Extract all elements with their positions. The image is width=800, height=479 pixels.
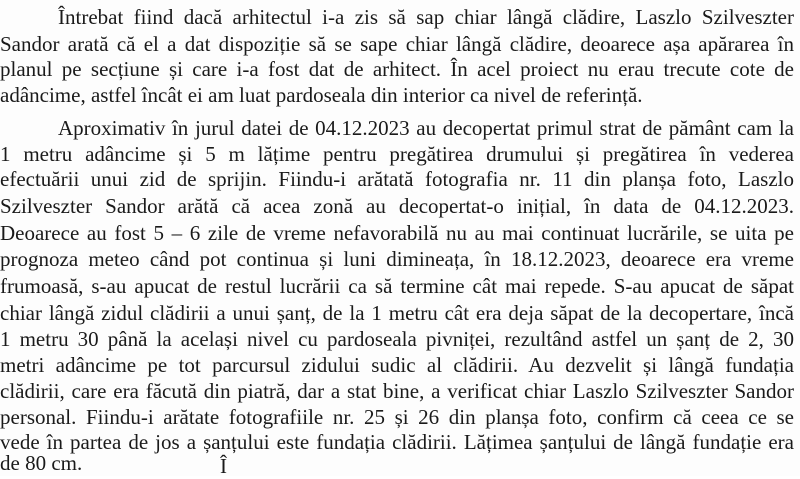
paragraph-2-line-5: Deoarece au fost 5 – 6 zile de vreme nefavorabilă nu au mai continuat lucrările, se uita pe <box>0 221 794 245</box>
paragraph-2-line-2: 1 metru adâncime și 5 m lățime pentru pregătirea drumului și pregătirea în vederea <box>0 142 794 166</box>
paragraph-1-line-2: Sandor arată că el a dat dispoziție să se sape chiar lângă clădire, deoarece așa apărarea în <box>0 32 794 56</box>
paragraph-2-line-13: vede în partea de jos a șanțului este fundația clădirii. Lățimea șanțului de lângă fundație era <box>0 430 794 454</box>
paragraph-2-line-3: efectuării unui zid de sprijin. Fiindu-i arătată fotografia nr. 11 din planșa foto, Laszlo <box>0 167 794 191</box>
paragraph-2-line-4: Szilveszter Sandor arătă că acea zonă au decopertat-o inițial, în data de 04.12.2023. <box>0 194 794 218</box>
paragraph-2-line-11: clădirii, care era făcută din piatră, dar a stat bine, a verificat chiar Laszlo Szilveszter Sandor <box>0 379 794 403</box>
paragraph-2-line-1: Aproximativ în jurul datei de 04.12.2023 au decopertat primul strat de pământ cam la <box>58 116 794 140</box>
paragraph-2-line-10: metri adâncime pe tot parcursul zidului sudic al clădirii. Au dezvelit și lângă fundația <box>0 353 794 377</box>
paragraph-2-line-7: frumoasă, s-au apucat de restul lucrării ca să termine cât mai repede. S-au apucat de săpat <box>0 274 794 298</box>
paragraph-2-line-14: de 80 cm. <box>0 451 83 475</box>
cropped-next-line-text: Î <box>220 454 227 478</box>
paragraph-2-line-8: chiar lângă zidul clădirii a unui șanț, de la 1 metru cât era deja săpat de la decopertare, încă <box>0 301 794 325</box>
paragraph-2-line-6: prognoza meteo când pot continua și luni dimineața, în 18.12.2023, deoarece era vreme <box>0 247 794 271</box>
paragraph-2-line-12: personal. Fiindu-i arătate fotografiile nr. 25 și 26 din planșa foto, confirm că ceea ce se <box>0 405 794 429</box>
cropped-next-line <box>220 454 246 478</box>
paragraph-1-line-1: Întrebat fiind dacă arhitectul i-a zis să sap chiar lângă clădire, Laszlo Szilveszter <box>58 5 794 29</box>
paragraph-1-line-4: adâncime, astfel încât ei am luat pardoseala din interior ca nivel de referință. <box>0 83 643 107</box>
paragraph-2-line-9: 1 metru 30 până la același nivel cu pardoseala pivniței, rezultând astfel un șanț de 2, 30 <box>0 327 794 351</box>
paragraph-1-line-3: planul pe secțiune și care i-a fost dat de arhitect. În acel proiect nu erau trecute cote de <box>0 57 794 81</box>
